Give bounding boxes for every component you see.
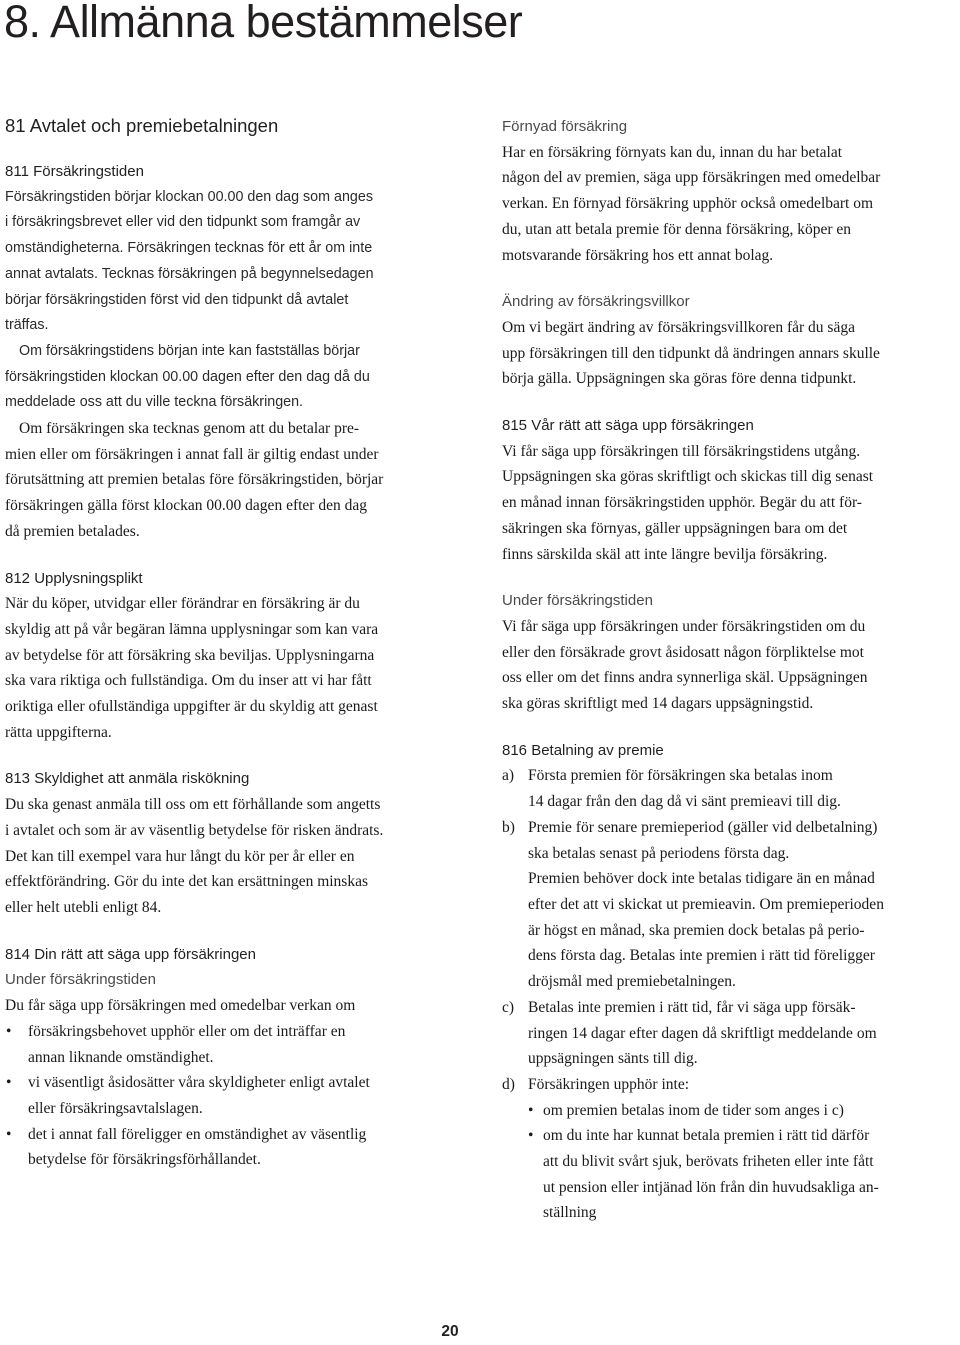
- text-line: upp försäkringen till den tidpunkt då ändringen annars skulle: [502, 344, 880, 362]
- text-line: Premien behöver dock inte betalas tidigare än en månad: [528, 870, 875, 888]
- text-line: av betydelse för att försäkring ska beviljas. Upplysningarna: [5, 646, 375, 664]
- section-fornyad: [502, 114, 956, 268]
- section-812-heading: 812 Upplysningsplikt: [5, 569, 143, 587]
- text-line: Första premien för försäkringen ska betalas inom: [528, 767, 833, 785]
- text-line: annan liknande omständighet.: [28, 1048, 214, 1066]
- text-line: om premien betalas inom de tider som anges i c): [543, 1101, 844, 1119]
- text-line: då premien betalades.: [5, 522, 140, 540]
- section-814-text: [5, 993, 457, 1173]
- andring-heading: Ändring av försäkringsvillkor: [502, 293, 690, 311]
- text-line: försäkringen gälla först klockan 00.00 dagen efter den dag: [5, 497, 367, 515]
- text-line: Du får säga upp försäkringen med omedelbar verkan om: [5, 997, 356, 1015]
- section-811-heading: 811 Försäkringstiden: [5, 163, 144, 180]
- text-line: träffas.: [5, 317, 49, 334]
- text-line: omständigheterna. Försäkringen tecknas för ett år om inte: [5, 240, 373, 257]
- list-marker: c): [502, 998, 515, 1016]
- sub-bullet-item: [502, 1098, 956, 1124]
- text-line: vi väsentligt åsidosätter våra skyldigheter enligt avtalet: [28, 1074, 370, 1092]
- text-line: finns särskilda skäl att inte längre bevilja försäkring.: [502, 545, 828, 563]
- text-line: om du inte har kunnat betala premien i rätt tid därför: [543, 1127, 870, 1145]
- text-line: När du köper, utvidgar eller förändrar en försäkring är du: [5, 595, 360, 613]
- text-line: i avtalet och som är av väsentlig betydelse för risken ändrats.: [5, 821, 384, 839]
- bullet-icon: •: [528, 1127, 534, 1145]
- text-line: säkringen ska förnyas, gäller uppsägningen bara om det: [502, 519, 848, 537]
- section-815-heading: 815 Vår rätt att säga upp försäkringen: [502, 417, 754, 435]
- list-marker: d): [502, 1075, 515, 1093]
- text-line: eller den försäkrade grovt åsidosatt någon förpliktelse mot: [502, 643, 864, 661]
- text-line: någon del av premien, säga upp försäkringen med omedelbar: [502, 169, 881, 187]
- text-line: uppsägningen sänts till dig.: [528, 1050, 698, 1068]
- text-line: förutsättning att premien betalas före försäkringstiden, börjar: [5, 471, 384, 489]
- section-81-heading: 81 Avtalet och premiebetalningen: [5, 115, 279, 136]
- text-line: ska betalas senast på periodens första dag.: [528, 844, 790, 862]
- page-title: 8. Allmänna bestämmelser: [4, 0, 523, 47]
- bullet-icon: •: [6, 1125, 12, 1143]
- text-line: betydelse för försäkringsförhållandet.: [28, 1151, 261, 1169]
- text-line: effektförändring. Gör du inte det kan ersättningen minskas: [5, 873, 369, 891]
- bullet-icon: •: [6, 1074, 12, 1092]
- text-line: i försäkringsbrevet eller vid den tidpunkt som framgår av: [5, 214, 361, 231]
- text-line: eller helt utebli enligt 84.: [5, 898, 162, 916]
- bullet-icon: •: [528, 1101, 534, 1119]
- section-816-heading: 816 Betalning av premie: [502, 741, 664, 759]
- list-marker: b): [502, 818, 515, 836]
- section-816: [502, 738, 956, 1226]
- section-811-text: [5, 185, 457, 545]
- text-line: ska vara riktiga och fullständiga. Om du inser att vi har fått: [5, 672, 372, 690]
- text-line: Uppsägningen ska göras skriftligt och skickas till dig senast: [502, 468, 874, 486]
- text-line: motsvarande försäkring hos ett annat bolag.: [502, 246, 774, 264]
- section-815-sub-text: [502, 614, 956, 717]
- section-813-text: [5, 792, 457, 921]
- text-line: en månad innan försäkringstiden upphör. Begär du att för-: [502, 494, 862, 512]
- section-815: [502, 413, 956, 717]
- list-item-c: [502, 995, 956, 1072]
- text-line: ut pension eller intjänad lön från din huvudsakliga an-: [543, 1178, 879, 1196]
- list-marker: a): [502, 767, 515, 785]
- right-column: [502, 114, 956, 1226]
- text-line: Det kan till exempel vara hur långt du kör per år eller en: [5, 847, 355, 865]
- text-line: meddelade oss att du ville teckna försäkringen.: [5, 394, 304, 411]
- list-item-a: [502, 763, 956, 814]
- text-line: oss eller om det finns andra synnerliga skäl. Uppsägningen: [502, 669, 868, 687]
- bullet-item: [5, 1070, 457, 1121]
- text-line: ringen 14 dagar efter dagen då skriftligt meddelande om: [528, 1024, 877, 1042]
- text-line: du, utan att betala premie för denna försäkring, köper en: [502, 220, 852, 238]
- text-line: verkan. En förnyad försäkring upphör också omedelbart om: [502, 195, 874, 213]
- text-line: ska göras skriftligt med 14 dagars uppsägningstid.: [502, 695, 814, 713]
- text-line: Betalas inte premien i rätt tid, får vi säga upp försäk-: [528, 998, 856, 1016]
- text-line: börjar försäkringstiden först vid den tidpunkt då avtalet: [5, 291, 349, 308]
- andring-text: [502, 315, 956, 392]
- text-line: att du blivit svårt sjuk, berövats friheten eller inte fått: [543, 1153, 874, 1171]
- text-line: dröjsmål med premiebetalningen.: [528, 973, 736, 991]
- text-line: 14 dagar från den dag då vi sänt premieavi till dig.: [528, 793, 841, 811]
- text-line: Vi får säga upp försäkringen under försäkringstiden om du: [502, 617, 866, 635]
- section-812-text: [5, 591, 457, 745]
- bullet-item: [5, 1019, 457, 1070]
- bullet-item: [5, 1122, 457, 1173]
- section-816-list: [502, 763, 956, 1226]
- text-line: eller försäkringsavtalslagen.: [28, 1099, 203, 1117]
- text-line: Premie för senare premieperiod (gäller vid delbetalning): [528, 818, 878, 836]
- text-line: efter det att vi skickat ut premieavin. Om premieperioden: [528, 895, 884, 913]
- text-line: börja gälla. Uppsägningen ska göras före denna tidpunkt.: [502, 370, 857, 388]
- text-line: Du ska genast anmäla till oss om ett förhållande som angetts: [5, 796, 381, 814]
- bullet-icon: •: [6, 1022, 12, 1040]
- left-column: [5, 114, 457, 1173]
- text-line: annat avtalats. Tecknas försäkringen på begynnelsedagen: [5, 265, 374, 282]
- text-line: Har en försäkring förnyats kan du, innan du har betalat: [502, 143, 843, 161]
- text-line: Försäkringstiden börjar klockan 00.00 den dag som anges: [5, 188, 373, 205]
- text-line: det i annat fall föreligger en omständighet av väsentlig: [28, 1125, 367, 1143]
- text-line: Vi får säga upp försäkringen till försäkringstidens utgång.: [502, 442, 861, 460]
- section-814-subheading: Under försäkringstiden: [5, 971, 156, 989]
- text-line: dens första dag. Betalas inte premien i rätt tid föreligger: [528, 947, 875, 965]
- section-813: [5, 766, 457, 920]
- text-line: försäkringsbehovet upphör eller om det inträffar en: [28, 1022, 346, 1040]
- text-line: ställning: [543, 1204, 597, 1222]
- fornyad-heading: Förnyad försäkring: [502, 118, 628, 135]
- section-813-heading: 813 Skyldighet att anmäla riskökning: [5, 770, 250, 788]
- sub-bullet-item: [502, 1123, 956, 1226]
- section-814-heading: 814 Din rätt att säga upp försäkringen: [5, 945, 256, 963]
- section-815-subheading: Under försäkringstiden: [502, 592, 653, 610]
- list-item-b: [502, 815, 956, 995]
- text-line: oriktiga eller ofullständiga uppgifter är du skyldig att genast: [5, 698, 378, 716]
- text-line: är högst en månad, ska premien dock betalas på perio-: [528, 921, 865, 939]
- text-line: mien eller om försäkringen i annat fall är giltig endast under: [5, 445, 379, 463]
- text-line: skyldig att på vår begäran lämna upplysningar som kan vara: [5, 620, 379, 638]
- text-line: Om försäkringstidens början inte kan fastställas börjar: [19, 342, 360, 359]
- text-line: Om försäkringen ska tecknas genom att du betalar pre-: [19, 420, 360, 438]
- section-andring: [502, 289, 956, 392]
- text-line: Om vi begärt ändring av försäkringsvillkoren får du säga: [502, 318, 855, 336]
- fornyad-text: [502, 140, 956, 269]
- section-812: [5, 566, 457, 746]
- section-814: [5, 942, 457, 1173]
- section-811: [5, 159, 457, 545]
- page-number: 20: [441, 1323, 459, 1340]
- section-815-text: [502, 439, 956, 568]
- text-line: försäkringstiden klockan 00.00 dagen efter den dag då du: [5, 368, 370, 385]
- text-line: rätta uppgifterna.: [5, 723, 112, 741]
- text-line: Försäkringen upphör inte:: [528, 1075, 690, 1093]
- list-item-d: [502, 1072, 956, 1098]
